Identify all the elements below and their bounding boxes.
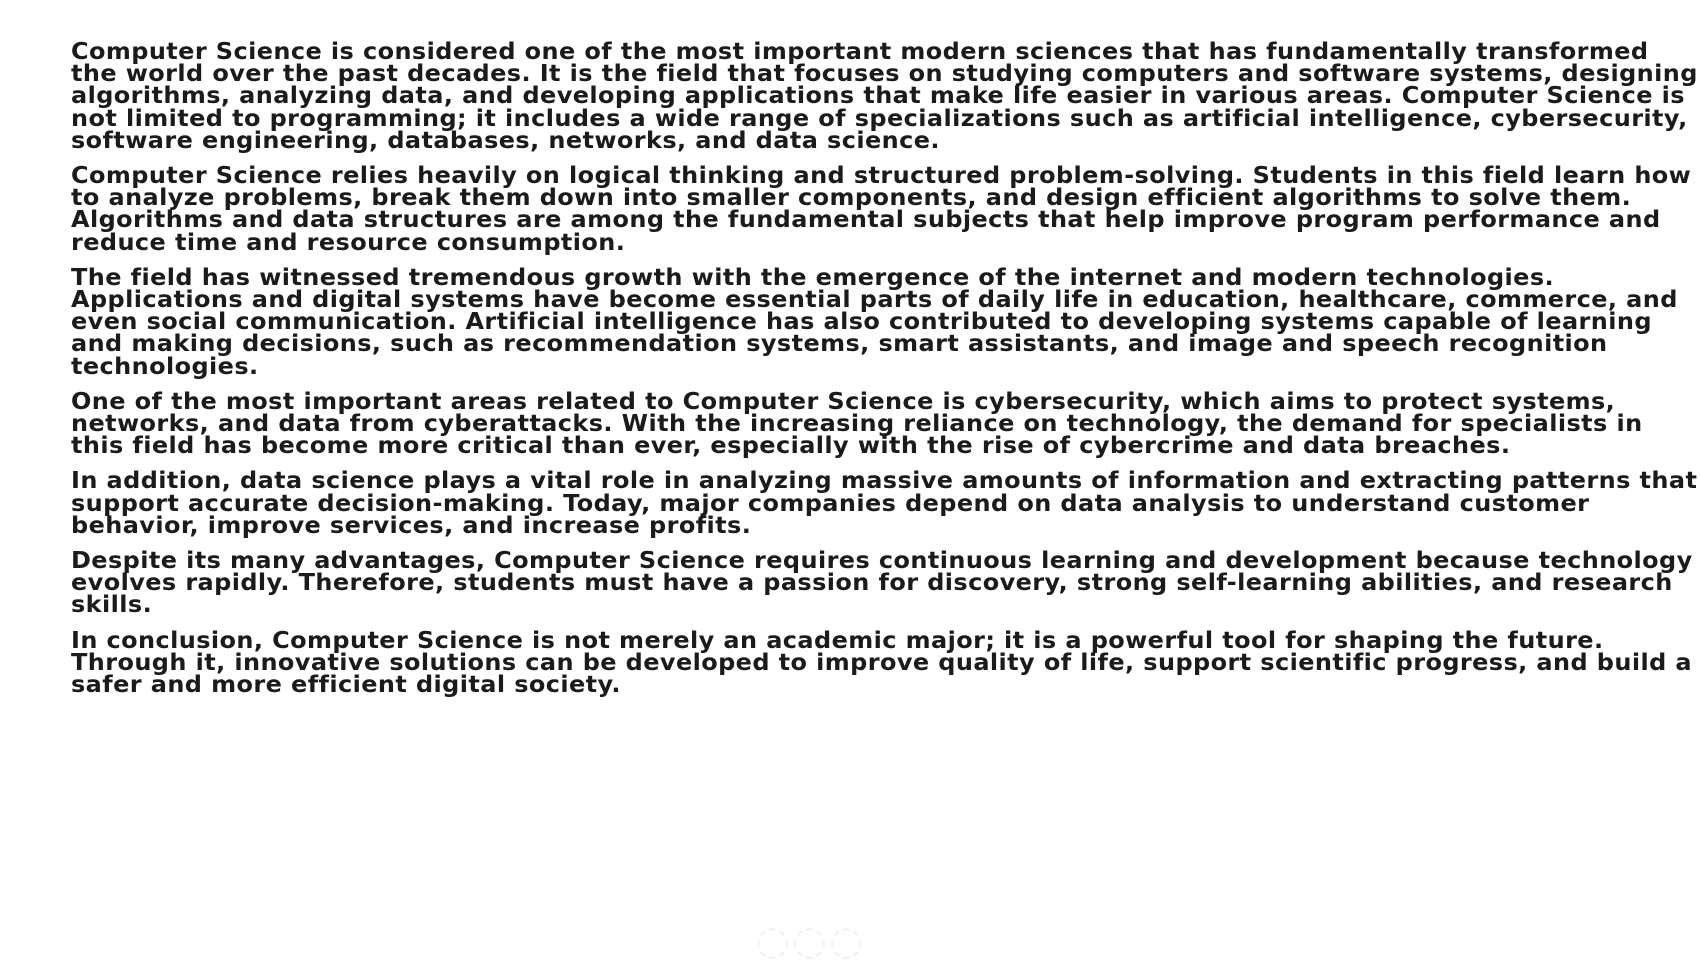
paragraph-data-science: In addition, data science plays a vital role in analyzing massive amounts of information and extracting patterns that support accurate decision-making. Today, major companies depend on data analysis to understand customer behavior, improve services, and increase profits.	[71, 466, 1698, 539]
paragraph-continuous-learning: Despite its many advantages, Computer Science requires continuous learning and development because technology evolves rapidly. Therefore, students must have a passion for discovery, strong self-learning abilities, and research skills.	[71, 546, 1693, 619]
paragraph-conclusion: In conclusion, Computer Science is not merely an academic major; it is a powerful tool for shaping the future. Through it, innovative solutions can be developed to improve quality of life, support scientific progress, and build a safer and more efficient digital society.	[71, 625, 1692, 699]
paragraph-problem-solving: Computer Science relies heavily on logical thinking and structured problem-solving. Students in this field learn how to analyze problems, break them down into smaller components, and design efficient algorithms to solve them. Algorithms and data structures are among the fundamental subjects that help improve program performance and reduce time and resource consumption.	[71, 161, 1692, 256]
paragraph-cybersecurity: One of the most important areas related to Computer Science is cybersecurity, which aims to protect systems, networks, and data from cyberattacks. With the increasing reliance on technology, the demand for specialists in this field has become more critical than ever, especially with the rise of cybercrime and data breaches.	[71, 386, 1643, 460]
watermark-icon: ◌◌◌	[755, 918, 866, 964]
paragraph-growth: The field has witnessed tremendous growth with the emergence of the internet and modern technologies. Applications and digital systems have become essential parts of daily life in education, healthcare, commerce, and even social communication. Artificial intelligence has also contributed to developing systems capable of learning and making decisions, such as recommendation systems, smart assistants, and image and speech recognition technologies.	[71, 262, 1678, 380]
document-body	[71, 37, 1698, 699]
paragraph-introduction: Computer Science is considered one of the most important modern sciences that has fundamentally transformed the world over the past decades. It is the field that focuses on studying computers and software systems, designing algorithms, analyzing data, and developing applications that make life easier in various areas. Computer Science is not limited to programming; it includes a wide range of specializations such as artificial intelligence, cybersecurity, software engineering, databases, networks, and data science.	[71, 37, 1698, 154]
